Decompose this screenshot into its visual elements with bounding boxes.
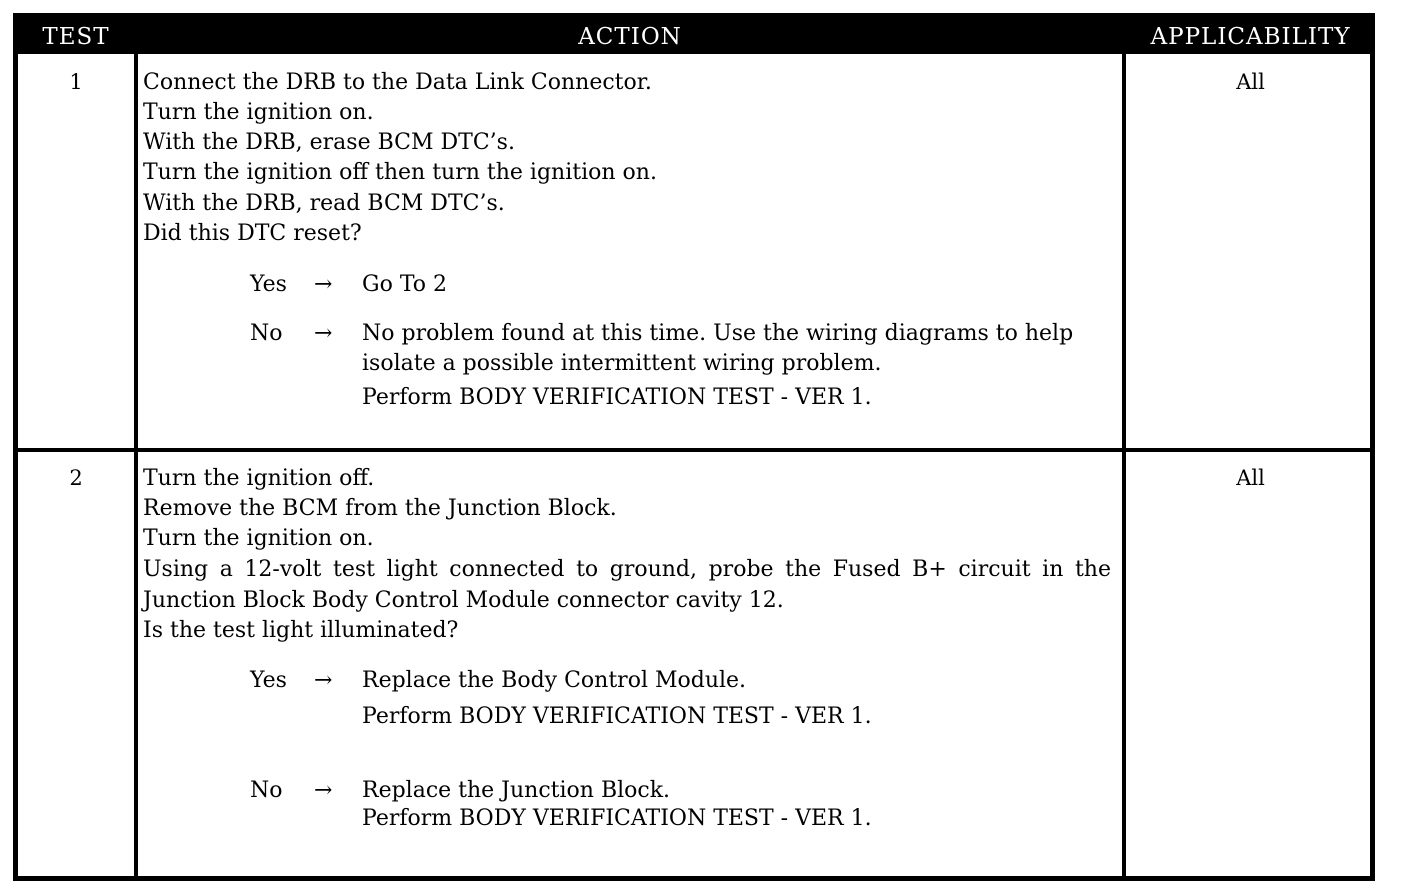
step-text: Turn the ignition off then turn the ignition on. [143,160,657,185]
step-text: Is the test light illuminated? [143,618,459,643]
header-action: ACTION [578,24,682,50]
row-divider [18,448,1370,452]
no-result: Perform BODY VERIFICATION TEST - VER 1. [362,806,872,831]
right-arrow-icon: → [314,668,333,693]
no-result: Perform BODY VERIFICATION TEST - VER 1. [362,385,872,410]
step-text: With the DRB, read BCM DTC’s. [143,191,505,216]
no-label: No [250,321,283,346]
no-label: No [250,778,283,803]
applicability-value: All [1236,466,1265,490]
yes-result: Perform BODY VERIFICATION TEST - VER 1. [362,704,872,729]
table-header [18,18,1370,54]
diagnostic-test-table [13,13,1375,881]
test-number: 2 [69,466,83,490]
right-arrow-icon: → [314,778,333,803]
step-text: Turn the ignition on. [143,526,374,551]
header-applicability: APPLICABILITY [1150,24,1351,50]
step-text: Did this DTC reset? [143,221,362,246]
column-divider [134,54,138,881]
applicability-value: All [1236,70,1265,94]
step-text: Junction Block Body Control Module connector cavity 12. [143,588,784,613]
step-text: Turn the ignition on. [143,100,374,125]
no-result: Replace the Junction Block. [362,778,671,803]
header-test: TEST [42,24,110,50]
step-text: Connect the DRB to the Data Link Connector. [143,70,652,95]
yes-label: Yes [250,272,287,297]
test-number: 1 [69,70,83,94]
no-result: No problem found at this time. Use the wiring diagrams to help [362,321,1074,346]
no-result: isolate a possible intermittent wiring problem. [362,351,882,376]
yes-result: Go To 2 [362,272,448,297]
step-text: With the DRB, erase BCM DTC’s. [143,130,515,155]
step-text: Turn the ignition off. [143,466,375,491]
yes-result: Replace the Body Control Module. [362,668,747,693]
right-arrow-icon: → [314,272,333,297]
yes-label: Yes [250,668,287,693]
right-arrow-icon: → [314,321,333,346]
step-text: Using a 12-volt test light connected to ground, probe the Fused B+ circuit in the [143,557,1111,582]
step-text: Remove the BCM from the Junction Block. [143,496,617,521]
